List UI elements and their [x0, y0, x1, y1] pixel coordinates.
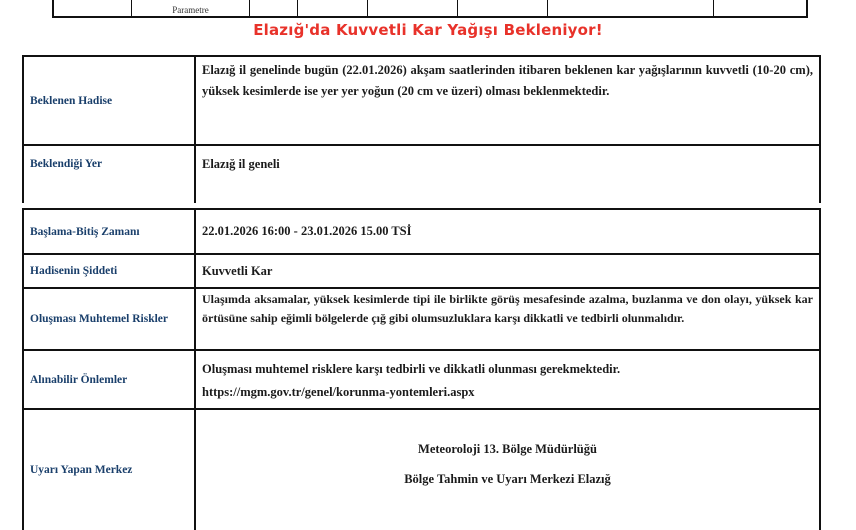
- merkez-line-2: Bölge Tahmin ve Uyarı Merkezi Elazığ: [404, 472, 611, 486]
- row-value-baslama-bitis: 22.01.2026 16:00 - 23.01.2026 15.00 TSİ: [202, 224, 412, 238]
- warning-table-lower: [22, 208, 821, 530]
- row-label-beklenen-hadise: Beklenen Hadise: [24, 57, 196, 144]
- table-row: [24, 255, 819, 289]
- table-row: [24, 289, 819, 351]
- row-value-onlemler: [196, 351, 819, 408]
- korunma-yontemleri-link[interactable]: https://mgm.gov.tr/genel/korunma-yontemleri.aspx: [202, 385, 475, 399]
- row-label-baslama-bitis: Başlama-Bitiş Zamanı: [24, 210, 196, 253]
- top-table-cell: [250, 0, 298, 16]
- top-table-cell: [298, 0, 368, 16]
- row-label-riskler: Oluşması Muhtemel Riskler: [24, 289, 196, 349]
- row-label-onlemler: Alınabilir Önlemler: [24, 351, 196, 408]
- row-value-beklenen-hadise: Elazığ il genelinde bugün (22.01.2026) akşam saatlerinden itibaren beklenen kar yağışlarının kuvvetli (10-20 cm), yüksek kesimlerde ise yer yer yoğun (20 cm ve üzeri) olması beklenmektedir.: [202, 63, 813, 98]
- table-row: [24, 210, 819, 255]
- top-table-cell-text: Parametre: [172, 5, 209, 15]
- row-value-beklendigi-yer: Elazığ il geneli: [202, 157, 280, 171]
- table-row: [24, 351, 819, 410]
- top-table-fragment: [52, 0, 808, 18]
- warning-table-upper: [22, 55, 821, 203]
- top-table-cell: [132, 0, 250, 16]
- merkez-line-1: Meteoroloji 13. Bölge Müdürlüğü: [418, 442, 597, 456]
- row-value-riskler: Ulaşımda aksamalar, yüksek kesimlerde tipi ile birlikte görüş mesafesinde azalma, buzlanma ve don olayı, yüksek kar örtüsüne sahip eğimli bölgelerde çığ gibi olumsuzluklara karşı dikkatli ve tedbirli olunmalıdır.: [202, 292, 813, 325]
- table-row: [24, 410, 819, 530]
- onlemler-text: Oluşması muhtemel risklere karşı tedbirli ve dikkatli olunması gerekmektedir.: [202, 362, 621, 376]
- top-table-cell: [714, 0, 806, 16]
- table-row: [24, 57, 819, 146]
- table-row: [24, 146, 819, 203]
- top-table-cell: [458, 0, 548, 16]
- top-table-cell: [548, 0, 714, 16]
- warning-heading: Elazığ'da Kuvvetli Kar Yağışı Bekleniyor!: [253, 21, 603, 39]
- row-label-merkez: Uyarı Yapan Merkez: [24, 410, 196, 530]
- top-table-cell: [368, 0, 458, 16]
- row-label-siddet: Hadisenin Şiddeti: [24, 255, 196, 287]
- row-value-merkez: [196, 410, 819, 530]
- row-label-beklendigi-yer: Beklendiği Yer: [24, 146, 196, 203]
- top-table-cell: [54, 0, 132, 16]
- row-value-siddet: Kuvvetli Kar: [202, 263, 273, 278]
